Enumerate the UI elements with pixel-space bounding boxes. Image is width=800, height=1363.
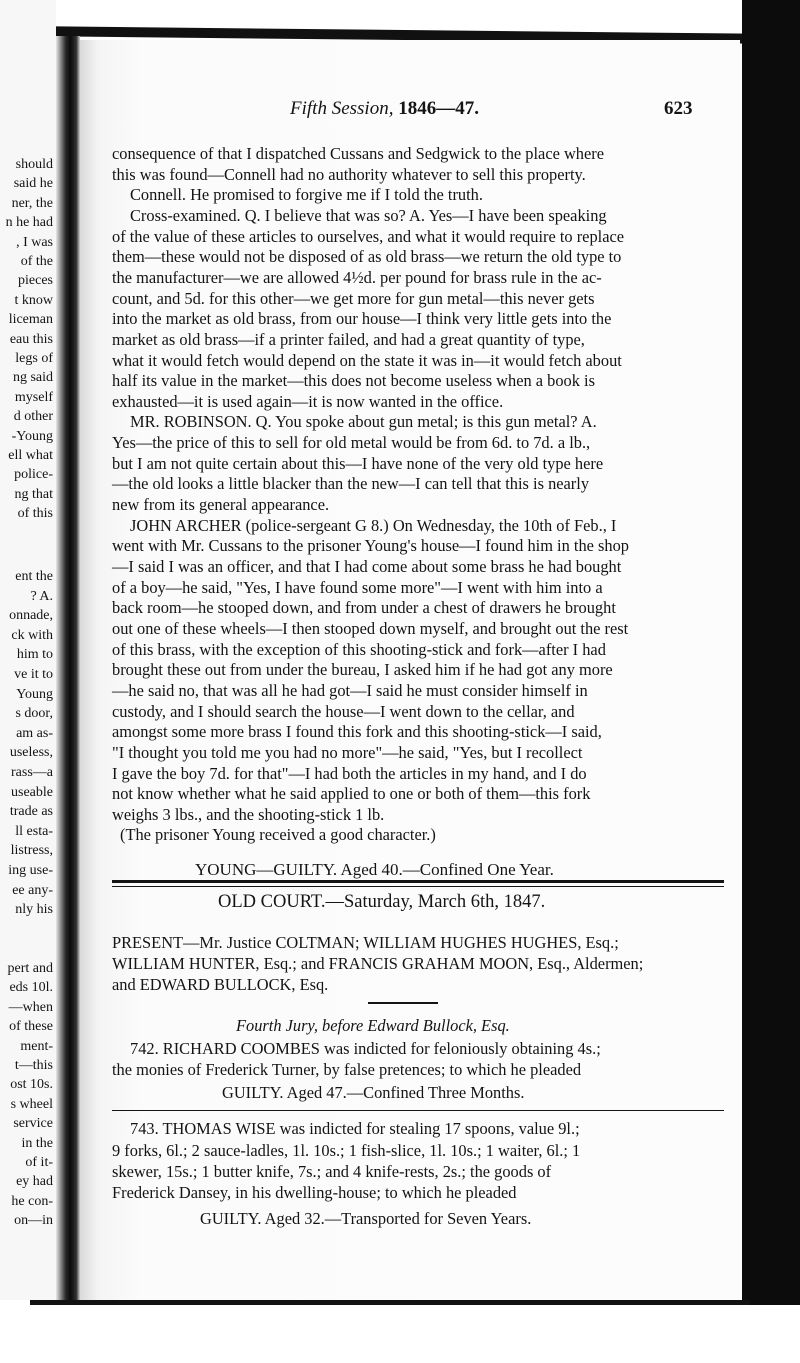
facing-page-fragment: of the	[20, 254, 53, 269]
facing-page-fragment: ck with	[11, 627, 53, 643]
body-line: I gave the boy 7d. for that"—I had both the articles in my hand, and I do	[112, 763, 587, 783]
running-header	[290, 98, 479, 120]
facing-page-fragment: useable	[11, 784, 53, 800]
present-line-3: and EDWARD BULLOCK, Esq.	[112, 975, 329, 994]
facing-page-fragment: he con-	[11, 1193, 53, 1209]
body-line: Connell. He promised to forgive me if I told the truth.	[130, 185, 483, 205]
page-number: 623	[664, 98, 693, 119]
verdict-young: YOUNG—GUILTY. Aged 40.—Confined One Year.	[195, 860, 554, 879]
body-line: market as old brass—if a printer failed, and had a great quantity of type,	[112, 329, 585, 349]
case-743-line-4: Frederick Dansey, in his dwelling-house; to which he pleaded	[112, 1183, 517, 1202]
facing-page-fragment: service	[13, 1116, 53, 1132]
facing-page-fragment: eds 10l.	[9, 980, 53, 996]
facing-page-fragment: rass—a	[11, 765, 53, 780]
facing-page-fragment: should	[15, 157, 53, 172]
body-line: this was found—Connell had no authority whatever to sell this property.	[112, 164, 586, 184]
facing-page-fragment: legs of	[15, 351, 53, 366]
facing-page-fragment: myself	[14, 389, 53, 405]
facing-page-fragment: in the	[21, 1135, 53, 1151]
facing-page-fragment: useless,	[9, 745, 53, 761]
facing-page-fragment: ner, the	[11, 195, 53, 211]
facing-page-fragment: ee any-	[12, 882, 53, 898]
facing-page-fragment: of this	[17, 506, 53, 522]
body-line: into the market as old brass, from our house—I think very little gets into the	[112, 309, 612, 329]
body-line: brought these out from under the bureau, I asked him if he had got any more	[112, 660, 613, 680]
facing-page-fragment: Young	[16, 686, 53, 702]
section-divider-thick	[112, 880, 724, 883]
scan-bottom-margin	[0, 1305, 800, 1363]
body-line: amongst some more brass I found this fork and this shooting-stick—I said,	[112, 722, 602, 742]
book-gutter	[56, 36, 80, 1304]
facing-page-fragment: liceman	[8, 312, 53, 328]
session-title: Fifth Session,	[290, 98, 394, 119]
scan-right-border	[742, 0, 800, 1363]
body-line: what it would fetch would depend on the state it was in—it would fetch about	[112, 350, 622, 370]
facing-page-fragment: ost 10s.	[10, 1077, 53, 1093]
facing-page-fragment: onnade,	[9, 608, 53, 624]
case-743-line-3: skewer, 15s.; 1 butter knife, 7s.; and 4 knife-rests, 2s.; the goods of	[112, 1162, 552, 1181]
facing-page-fragment: of it-	[25, 1155, 53, 1170]
section-divider-thin	[112, 886, 724, 887]
facing-page-fragment: police-	[14, 467, 53, 483]
body-line: weighs 3 lbs., and the shooting-stick 1 lb.	[112, 804, 385, 824]
court-heading: OLD COURT.—Saturday, March 6th, 1847.	[218, 892, 546, 912]
body-line: back room—he stooped down, and from under a chest of drawers he brought	[112, 598, 616, 618]
body-line: out one of these wheels—I then stooped down myself, and brought out the rest	[112, 618, 629, 638]
facing-page-fragment: listress,	[10, 843, 53, 859]
body-line: custody, and I should search the house—I went down to the cellar, and	[112, 701, 575, 721]
facing-page-edge	[0, 0, 56, 1300]
body-line: Cross-examined. Q. I believe that was so? A. Yes—I have been speaking	[130, 205, 607, 225]
case-743-line-1: 743. THOMAS WISE was indicted for stealing 17 spoons, value 9l.;	[130, 1119, 580, 1138]
facing-page-fragment: t—this	[14, 1058, 53, 1073]
facing-page-fragment: t know	[14, 292, 53, 308]
body-line: half its value in the market—this does not become useless when a book is	[112, 371, 595, 391]
facing-page-fragment: said he	[13, 176, 53, 192]
facing-page-fragment: of these	[9, 1019, 53, 1035]
facing-page-fragment: d other	[13, 409, 53, 425]
case-742-line-1: 742. RICHARD COOMBES was indicted for feloniously obtaining 4s.;	[130, 1039, 601, 1058]
case-divider	[112, 1110, 724, 1111]
facing-page-fragment: pieces	[18, 273, 53, 289]
facing-page-fragment: n he had	[5, 215, 53, 231]
facing-page-fragment: trade as	[9, 804, 53, 820]
present-line-1: PRESENT—Mr. Justice COLTMAN; WILLIAM HUGHES HUGHES, Esq.;	[112, 933, 619, 952]
case-743-line-2: 9 forks, 6l.; 2 sauce-ladles, 1l. 10s.; 1 fish-slice, 1l. 10s.; 1 waiter, 6l.; 1	[112, 1141, 581, 1160]
facing-page-fragment: him to	[16, 647, 53, 663]
present-line-2: WILLIAM HUNTER, Esq.; and FRANCIS GRAHAM MOON, Esq., Aldermen;	[112, 954, 644, 973]
body-line: not know whether what he said applied to one or both of them—this fork	[112, 784, 591, 804]
case-742-line-2: the monies of Frederick Turner, by false pretences; to which he pleaded	[112, 1060, 582, 1079]
body-line: "I thought you told me you had no more"—he said, "Yes, but I recollect	[112, 742, 583, 762]
body-line: JOHN ARCHER (police-sergeant G 8.) On Wednesday, the 10th of Feb., I	[130, 515, 617, 535]
facing-page-fragment: nly his	[15, 902, 53, 918]
body-line: —I said I was an officer, and that I had come about some brass he had bought	[112, 557, 622, 576]
facing-page-fragment: ing use-	[8, 863, 53, 878]
body-line: but I am not quite certain about this—I have none of the very old type here	[112, 453, 604, 473]
facing-page-fragment: ey had	[16, 1174, 53, 1190]
verdict-743: GUILTY. Aged 32.—Transported for Seven Years.	[200, 1209, 532, 1228]
body-line: of this brass, with the exception of this shooting-stick and fork—after I had	[112, 639, 606, 659]
facing-page-fragment: ? A.	[30, 588, 53, 604]
facing-page-fragment: ll esta-	[15, 823, 53, 839]
facing-page-fragment: am as-	[16, 725, 53, 741]
facing-page-fragment: ve it to	[14, 667, 53, 682]
body-line: Yes—the price of this to sell for old metal would be from 6d. to 7d. a lb.,	[112, 433, 591, 453]
body-line: exhausted—it is used again—it is now wanted in the office.	[112, 391, 504, 411]
body-line: count, and 5d. for this other—we get more for gun metal—this never gets	[112, 288, 595, 308]
session-years: 1846—47.	[398, 98, 479, 119]
body-line: —the old looks a little blacker than the new—I can tell that this is nearly	[112, 474, 590, 494]
facing-page-fragment: pert and	[7, 961, 53, 976]
jury-line: Fourth Jury, before Edward Bullock, Esq.	[236, 1016, 510, 1035]
body-line: the manufacturer—we are allowed 4½d. per pound for brass rule in the ac-	[112, 267, 602, 287]
body-line: —he said no, that was all he had got—I said he must consider himself in	[112, 680, 588, 700]
body-line: (The prisoner Young received a good character.)	[120, 825, 436, 845]
facing-page-fragment: s door,	[15, 706, 53, 722]
facing-page-fragment: , I was	[16, 234, 53, 250]
facing-page-fragment: —when	[8, 999, 53, 1015]
body-line: of the value of these articles to ourselves, and what it would require to replace	[112, 226, 625, 246]
body-line: MR. ROBINSON. Q. You spoke about gun metal; is this gun metal? A.	[130, 412, 597, 432]
facing-page-fragment: ell what	[8, 448, 53, 463]
body-line: new from its general appearance.	[112, 495, 330, 515]
facing-page-fragment: s wheel	[10, 1096, 53, 1112]
facing-page-fragment: ng said	[12, 370, 53, 386]
facing-page-fragment: ng that	[14, 486, 53, 502]
short-divider	[368, 1002, 438, 1004]
facing-page-fragment: ent the	[15, 569, 53, 584]
verdict-742: GUILTY. Aged 47.—Confined Three Months.	[222, 1083, 525, 1102]
facing-page-fragment: ment-	[20, 1038, 53, 1054]
facing-page-fragment: -Young	[11, 428, 53, 444]
body-line: consequence of that I dispatched Cussans and Sedgwick to the place where	[112, 144, 605, 163]
facing-page-fragment: eau this	[9, 331, 53, 347]
body-line: them—these would not be disposed of as old brass—we return the old type to	[112, 247, 622, 267]
body-line: of a boy—he said, "Yes, I have found some more"—I went with him into a	[112, 577, 603, 597]
facing-page-fragment: on—in	[14, 1213, 53, 1229]
body-line: went with Mr. Cussans to the prisoner Young's house—I found him in the shop	[112, 536, 629, 556]
